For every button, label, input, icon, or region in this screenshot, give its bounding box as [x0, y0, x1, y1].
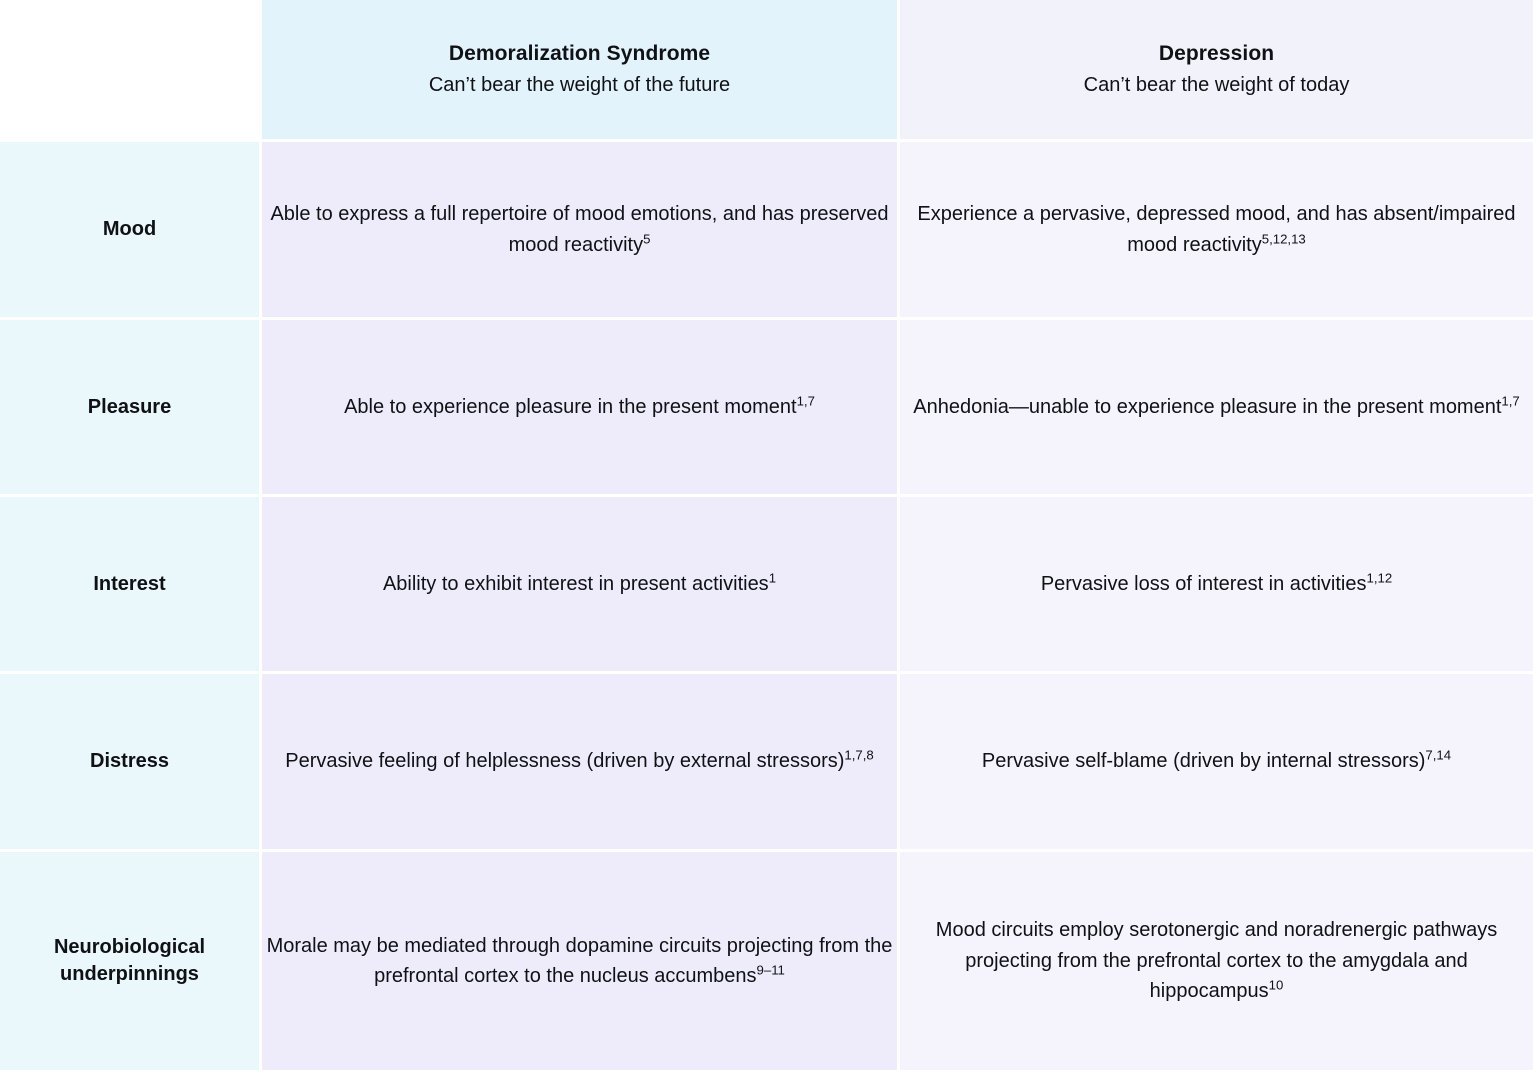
table-row: [0, 497, 1536, 674]
cell-interest-depression: [900, 497, 1536, 674]
header-blank-cell: [0, 0, 262, 142]
row-label-neurobiological-underpinnings: Neurobiological underpinnings: [0, 852, 262, 1073]
cell-interest-demoralization: [262, 497, 900, 674]
cell-text: Mood circuits employ serotonergic and noradrenergic pathways projecting from the prefrontal cortex to the amygdala and hippocampus: [935, 919, 1498, 1003]
table-header-row: [0, 0, 1536, 142]
cell-references: 1,7: [796, 393, 815, 409]
cell-mood-depression: [900, 142, 1536, 320]
row-label-interest: Interest: [0, 497, 262, 674]
table-row: [0, 320, 1536, 497]
cell-pleasure-depression: [900, 320, 1536, 497]
header-subtitle-demoralization: Can’t bear the weight of the future: [428, 73, 731, 96]
cell-pleasure-demoralization: [262, 320, 900, 497]
cell-text: Pervasive self-blame (driven by internal stressors): [981, 750, 1426, 773]
cell-text: Anhedonia—unable to experience pleasure in the present moment: [913, 395, 1502, 418]
cell-references: 5: [643, 230, 651, 246]
cell-references: 9–11: [756, 962, 785, 978]
cell-neurobiological-demoralization: [262, 852, 900, 1073]
cell-references: 5,12,13: [1261, 230, 1306, 246]
cell-references: 1,12: [1366, 570, 1393, 586]
cell-references: 1,7: [1501, 393, 1520, 409]
cell-references: 1: [768, 570, 777, 586]
header-column-depression: [900, 0, 1536, 142]
cell-text: Able to express a full repertoire of mood emotions, and has preserved mood reactivity: [270, 203, 889, 256]
row-label-distress: Distress: [0, 674, 262, 852]
cell-distress-demoralization: [262, 674, 900, 852]
cell-mood-demoralization: [262, 142, 900, 320]
header-column-demoralization: [262, 0, 900, 142]
cell-text: Experience a pervasive, depressed mood, and has absent/impaired mood reactivity: [917, 203, 1516, 256]
cell-distress-depression: [900, 674, 1536, 852]
table-row: [0, 674, 1536, 852]
cell-text: Pervasive loss of interest in activities: [1040, 572, 1367, 595]
cell-references: 7,14: [1425, 747, 1452, 763]
header-subtitle-depression: Can’t bear the weight of today: [1083, 73, 1350, 96]
cell-text: Able to experience pleasure in the present moment: [344, 395, 797, 418]
cell-neurobiological-depression: [900, 852, 1536, 1073]
cell-text: Morale may be mediated through dopamine circuits projecting from the prefrontal cortex to the nucleus accumbens: [266, 934, 893, 987]
row-label-pleasure: Pleasure: [0, 320, 262, 497]
header-title-demoralization: Demoralization Syndrome: [448, 41, 711, 65]
row-label-mood: Mood: [0, 142, 262, 320]
table-row: [0, 852, 1536, 1073]
header-title-depression: Depression: [1158, 41, 1275, 65]
cell-references: 10: [1268, 977, 1284, 993]
cell-text: Pervasive feeling of helplessness (driven by external stressors): [285, 750, 845, 773]
cell-text: Ability to exhibit interest in present activities: [382, 572, 769, 595]
table-row: [0, 142, 1536, 320]
cell-references: 1,7,8: [844, 747, 874, 763]
